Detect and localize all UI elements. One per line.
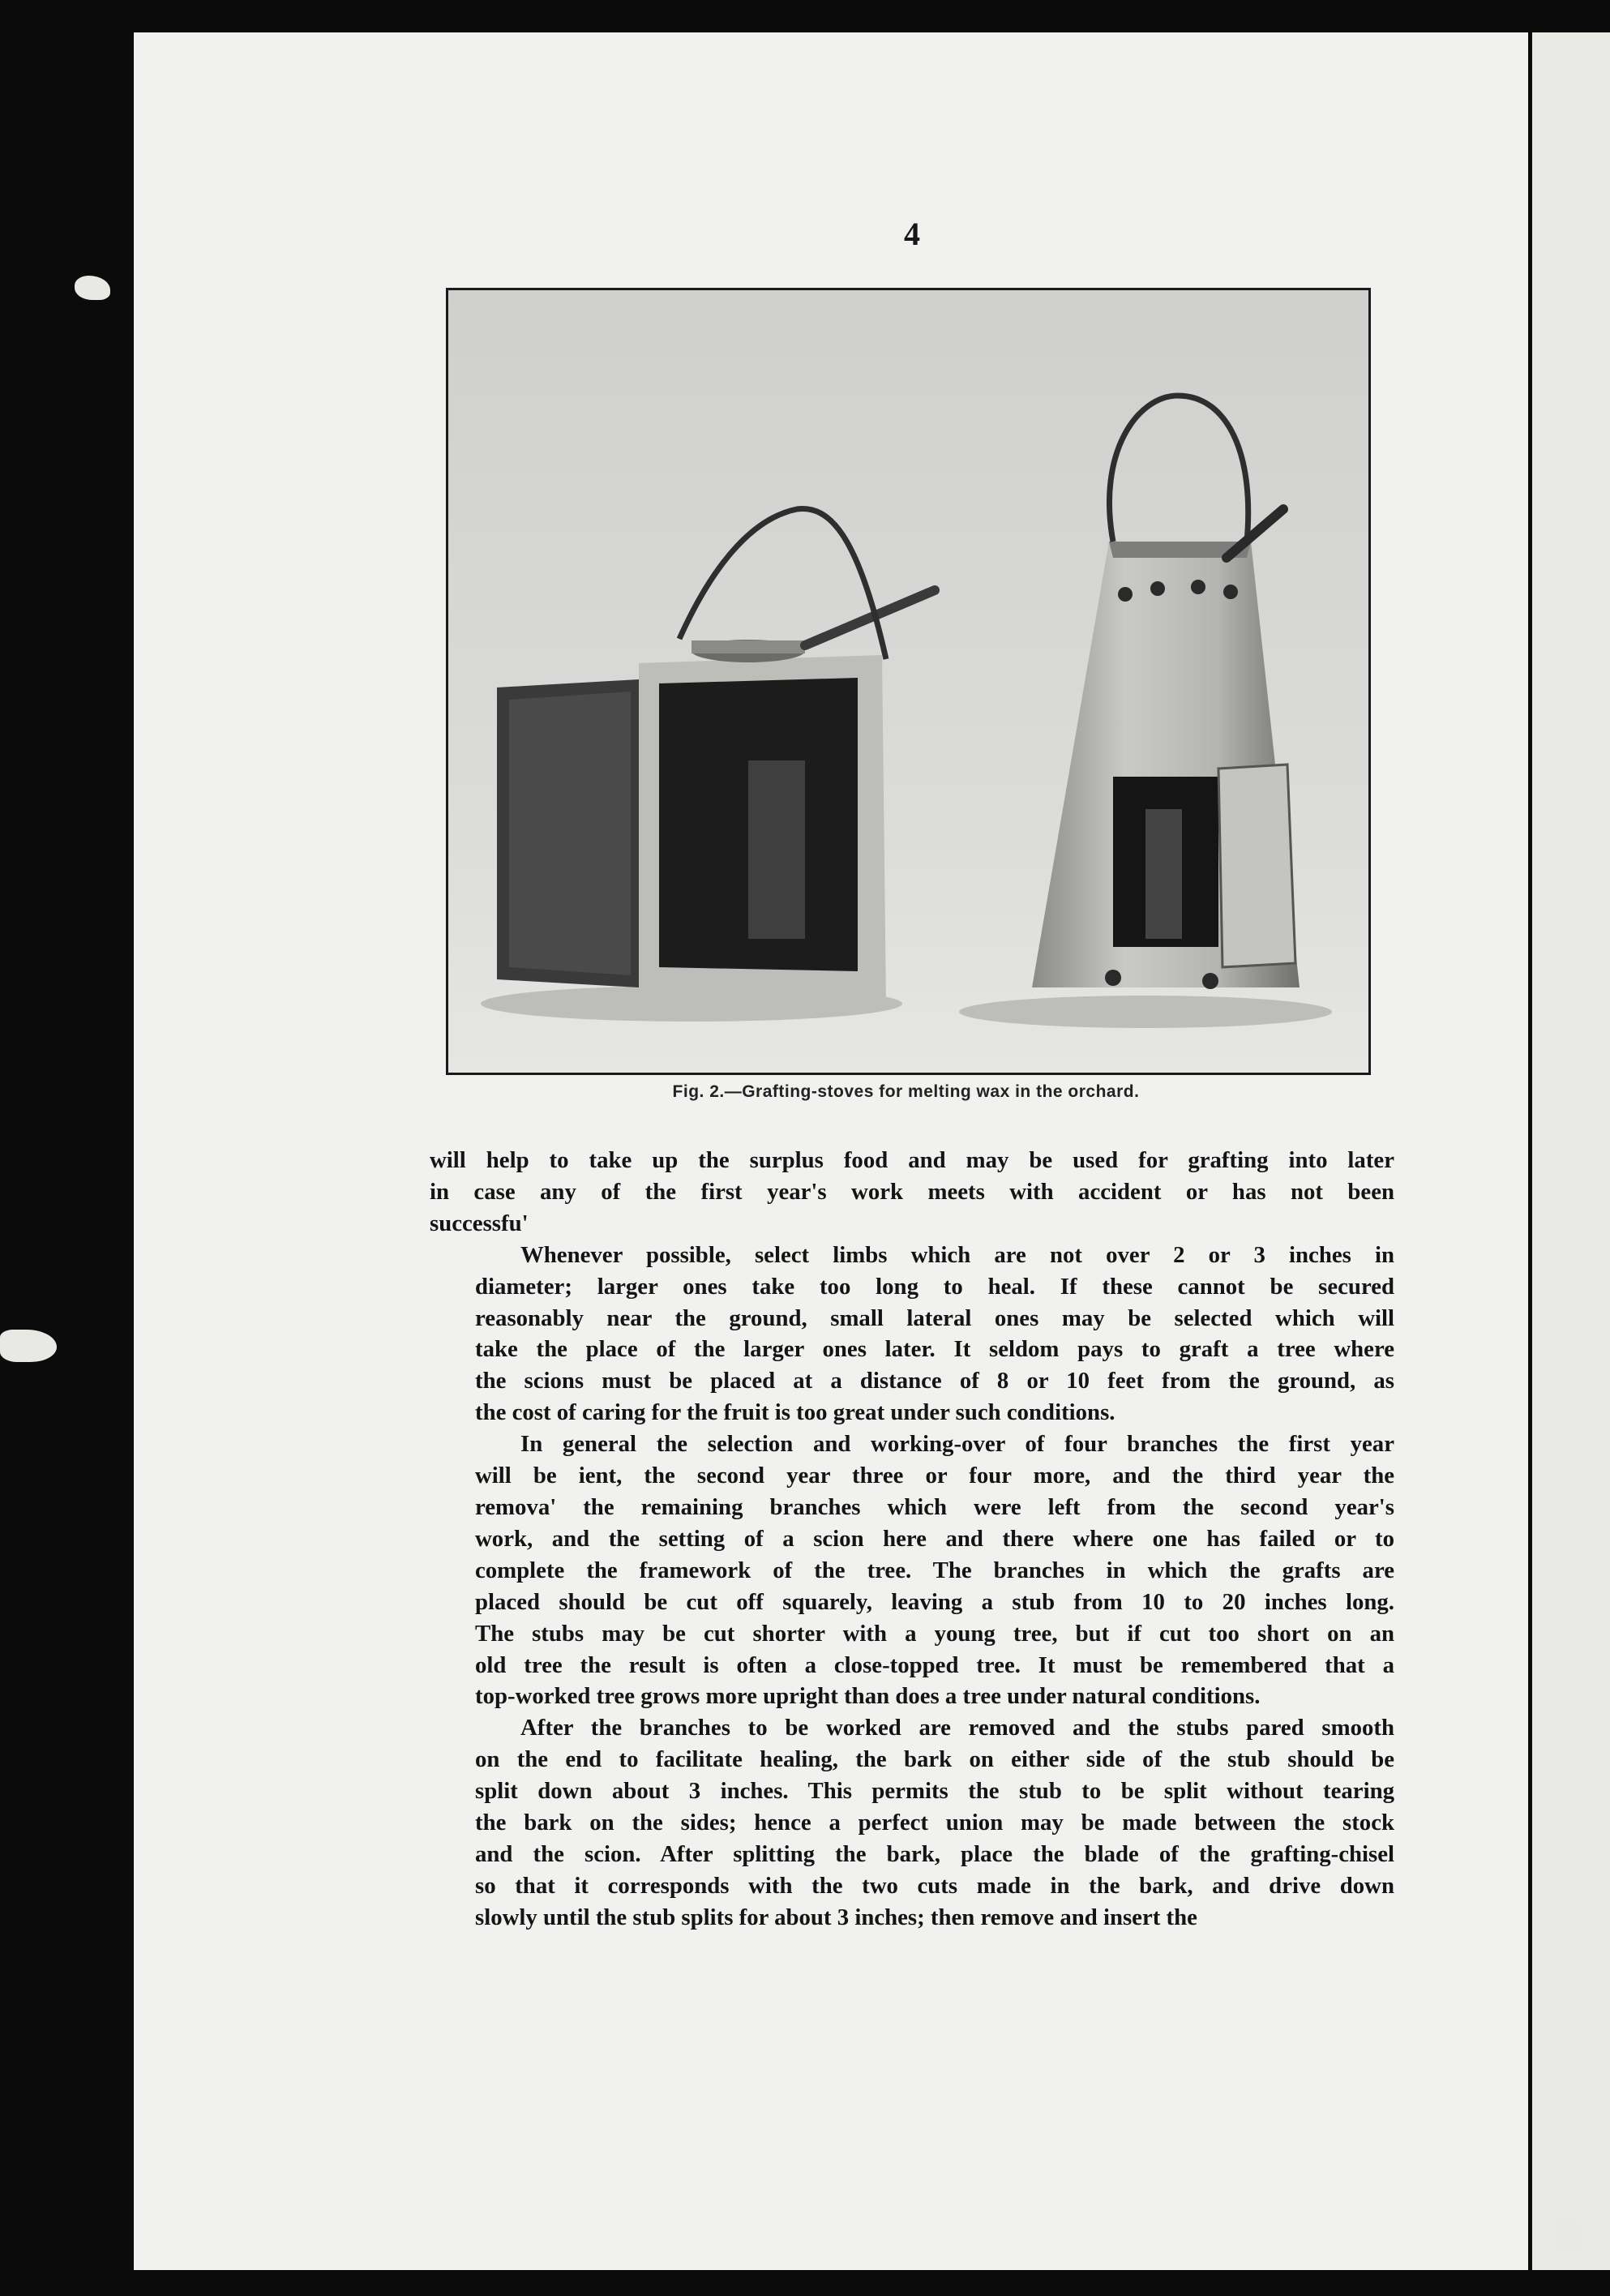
text-line: so that it corresponds with the two cuts made in the bark, and drive down <box>475 1872 1394 1899</box>
scan-speck <box>0 1330 57 1362</box>
page-number: 4 <box>904 216 920 252</box>
text-line: on the end to facilitate healing, the bark on either side of the stub should be <box>475 1746 1394 1773</box>
facing-page-edge <box>1532 32 1610 2270</box>
paragraph <box>430 1145 1394 1240</box>
body-text <box>430 1145 1394 1934</box>
text-line: After the branches to be worked are removed and the stubs pared smooth <box>520 1715 1394 1741</box>
text-line: reasonably near the ground, small lateral ones may be selected which will <box>475 1304 1394 1331</box>
text-line: the scions must be placed at a distance of 8 or 10 feet from the ground, as <box>475 1368 1394 1394</box>
text-line: The stubs may be cut shorter with a young tree, but if cut too short on an <box>475 1620 1394 1647</box>
text-line: diameter; larger ones take too long to heal. If these cannot be secured <box>475 1273 1394 1300</box>
text-line: will be ient, the second year three or four more, and the third year the <box>475 1463 1394 1489</box>
text-line: old tree the result is often a close-topped tree. It must be remembered that a <box>475 1651 1394 1678</box>
text-line: the cost of caring for the fruit is too great under such conditions. <box>475 1399 1115 1426</box>
figure-caption: Fig. 2.—Grafting-stoves for melting wax in the orchard. <box>672 1082 1140 1101</box>
grafting-stoves-illustration <box>448 290 1368 1073</box>
text-line: top-worked tree grows more upright than does a tree under natural conditions. <box>475 1683 1261 1710</box>
paragraph <box>430 1240 1394 1429</box>
paragraph <box>430 1429 1394 1712</box>
text-line: remova' the remaining branches which were left from the second year's <box>475 1493 1394 1520</box>
text-line: the bark on the sides; hence a perfect union may be made between the stock <box>475 1810 1394 1836</box>
text-line: Whenever possible, select limbs which are not over 2 or 3 inches in <box>520 1241 1394 1268</box>
text-line: will help to take up the surplus food and may be used for grafting into later <box>430 1147 1394 1173</box>
text-line: In general the selection and working-over of four branches the first year <box>520 1431 1394 1458</box>
text-line: take the place of the larger ones later. It seldom pays to graft a tree where <box>475 1336 1394 1363</box>
text-line: successfu' <box>430 1210 529 1236</box>
figure-photo-grafting-stoves <box>446 288 1371 1075</box>
text-line: in case any of the first year's work meets with accident or has not been <box>430 1178 1394 1205</box>
text-line: placed should be cut off squarely, leaving a stub from 10 to 20 inches long. <box>475 1588 1394 1615</box>
text-line: work, and the setting of a scion here and there where one has failed or to <box>475 1525 1394 1552</box>
text-line: split down about 3 inches. This permits the stub to be split without tearing <box>475 1778 1394 1805</box>
text-line: complete the framework of the tree. The branches in which the grafts are <box>475 1557 1394 1583</box>
paragraph <box>430 1712 1394 1933</box>
text-line: and the scion. After splitting the bark, place the blade of the grafting-chisel <box>475 1840 1394 1867</box>
scan-speck <box>75 276 110 300</box>
text-line: slowly until the stub splits for about 3 inches; then remove and insert the <box>475 1904 1197 1930</box>
